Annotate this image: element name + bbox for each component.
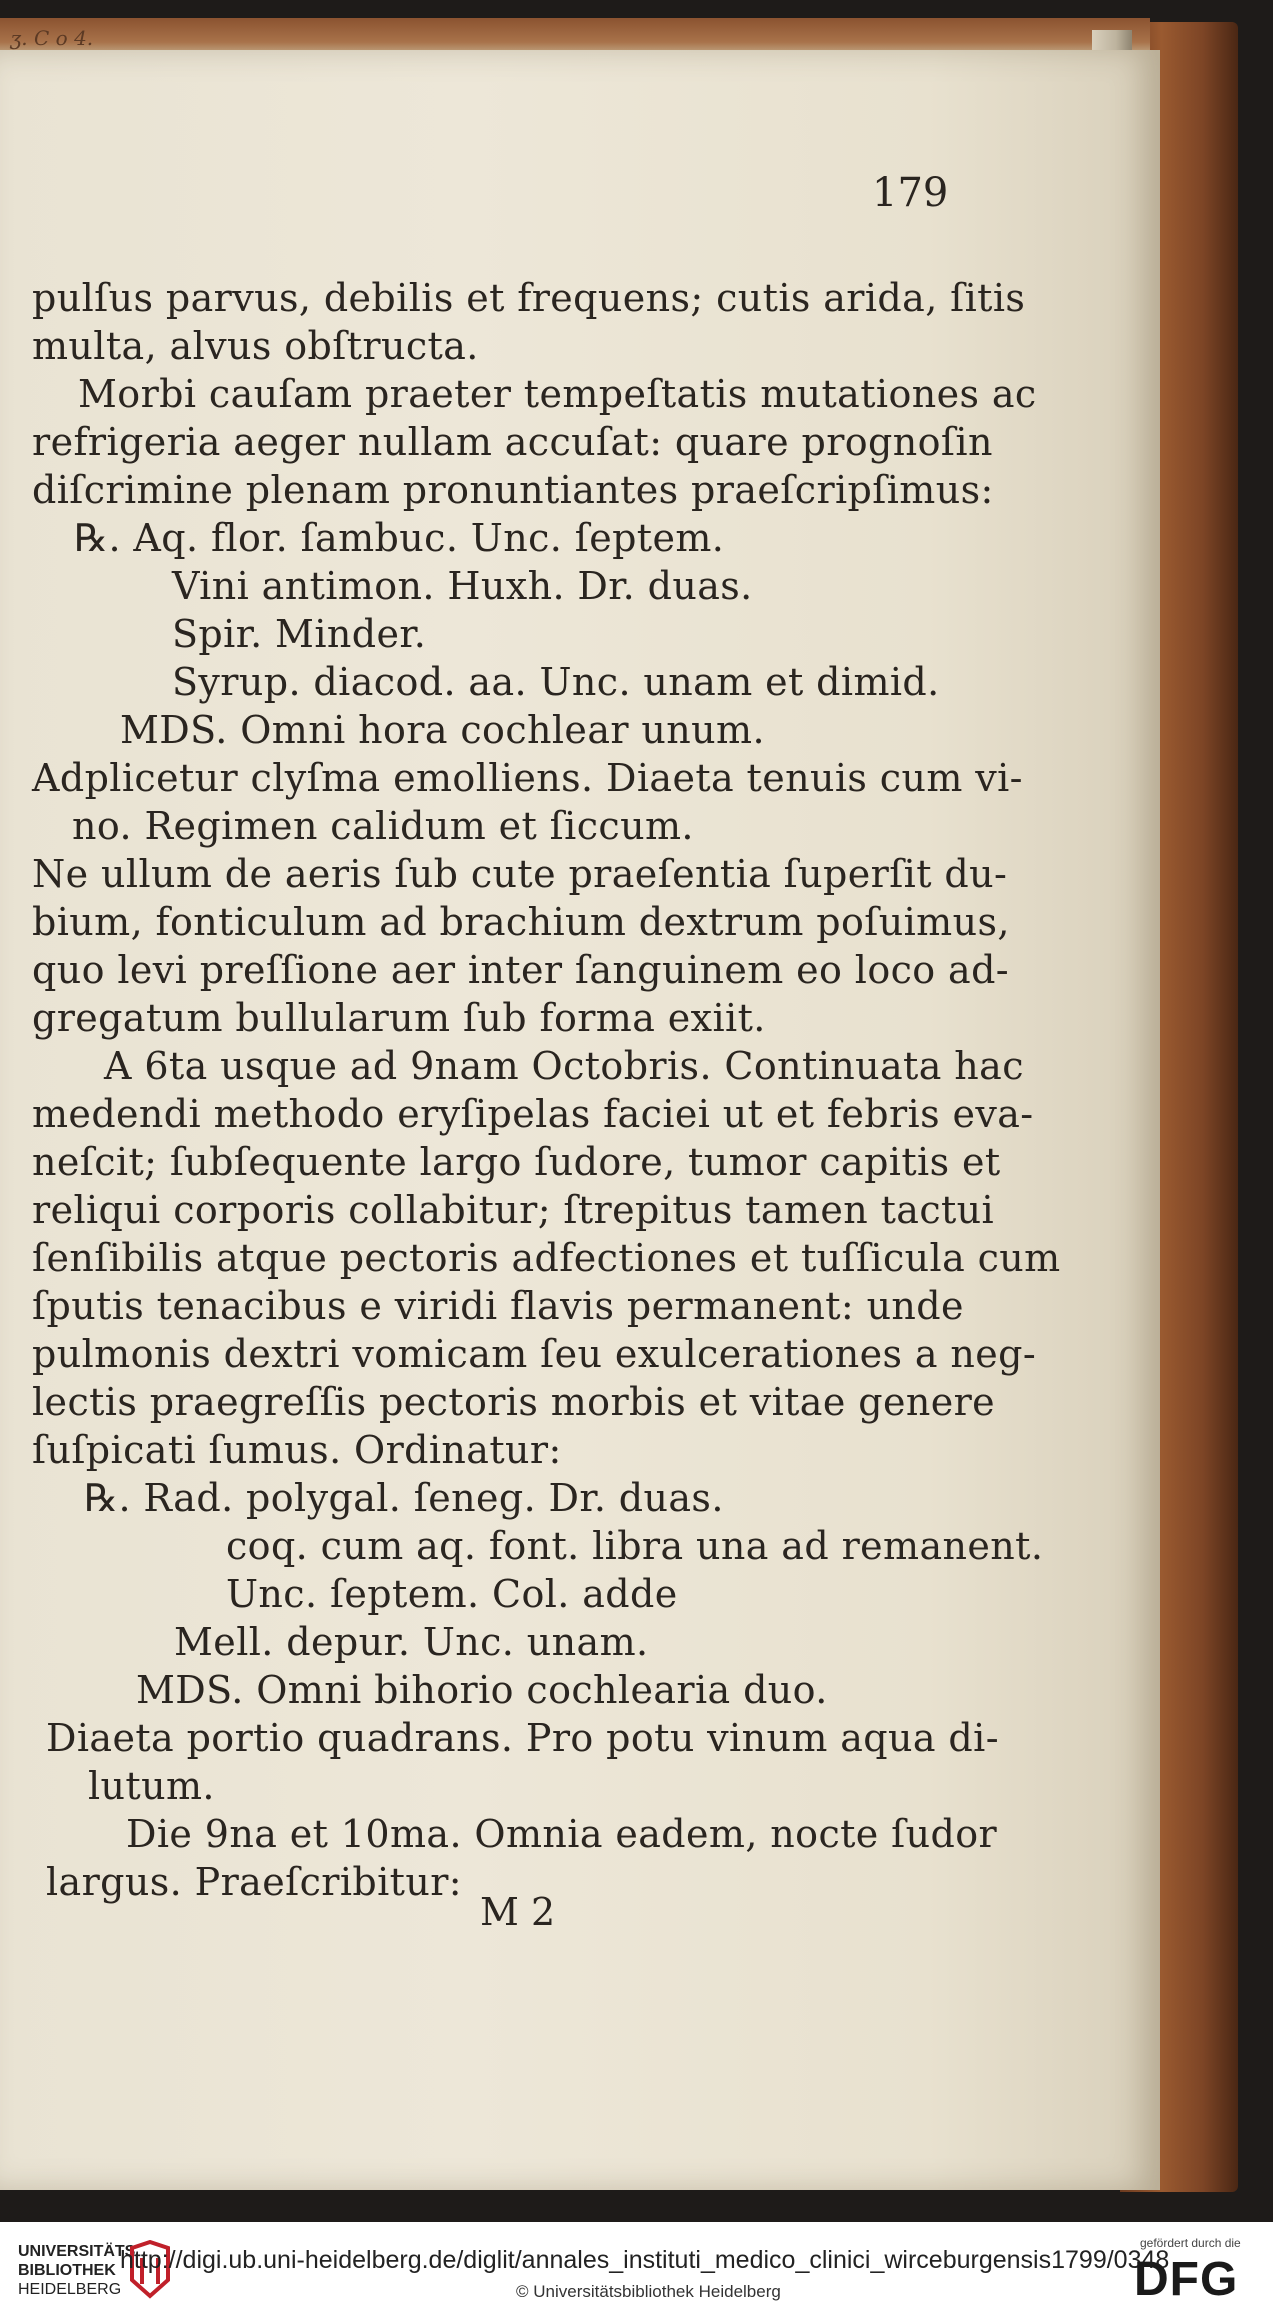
viewer-footer	[0, 2222, 1273, 2316]
text-line: Syrup. diacod. aa. Unc. unam et dimid.	[172, 660, 940, 704]
copyright-notice: © Universitätsbibliothek Heidelberg	[516, 2282, 781, 2301]
text-line: pulmonis dextri vomicam ſeu exulcerationes a neg-	[32, 1332, 1037, 1376]
dfg-logo: DFG	[1134, 2253, 1239, 2306]
text-line: coq. cum aq. font. libra una ad remanent.	[226, 1524, 1044, 1568]
text-line: Die 9na et 10ma. Omnia eadem, nocte ſudor	[126, 1812, 998, 1856]
text-line: Diaeta portio quadrans. Pro potu vinum aqua di-	[46, 1716, 999, 1760]
text-line: Mell. depur. Unc. unam.	[174, 1620, 649, 1664]
text-line: diſcrimine plenam pronuntiantes praeſcripſimus:	[32, 468, 994, 512]
funding-note: gefördert durch die	[1140, 2236, 1241, 2250]
text-line: MDS. Omni hora cochlear unum.	[120, 708, 765, 752]
text-line: medendi methodo eryſipelas faciei ut et febris eva-	[32, 1092, 1034, 1136]
text-line: multa, alvus obſtructa.	[32, 324, 479, 368]
text-line: largus. Praeſcribitur:	[46, 1860, 462, 1904]
signature-mark: M 2	[480, 1890, 556, 1934]
library-name-line: UNIVERSITÄTS	[18, 2243, 136, 2260]
text-line: bium, fonticulum ad brachium dextrum poſuimus,	[32, 900, 1010, 944]
text-line: ℞. Aq. flor. ſambuc. Unc. ſeptem.	[74, 516, 725, 560]
text-line: MDS. Omni bihorio cochlearia duo.	[136, 1668, 828, 1712]
text-line: Unc. ſeptem. Col. adde	[226, 1572, 678, 1616]
text-line: Morbi cauſam praeter tempeſtatis mutationes ac	[78, 372, 1037, 416]
text-line: ſuſpicati ſumus. Ordinatur:	[32, 1428, 562, 1472]
text-line: reliqui corporis collabitur; ſtrepitus tamen tactui	[32, 1188, 995, 1232]
text-line: quo levi preſſione aer inter ſanguinem eo loco ad-	[32, 948, 1010, 992]
text-line: ℞. Rad. polygal. ſeneg. Dr. duas.	[84, 1476, 724, 1520]
library-logo-text	[18, 2242, 135, 2299]
text-line: A 6ta usque ad 9nam Octobris. Continuata hac	[104, 1044, 1024, 1088]
permalink-url[interactable]: http://digi.ub.uni-heidelberg.de/diglit/annales_instituti_medico_clinici_wirceburgensis1799/0348	[120, 2246, 1170, 2274]
library-name-line: BIBLIOTHEK	[18, 2262, 116, 2279]
text-line: lutum.	[88, 1764, 215, 1808]
text-line: pulſus parvus, debilis et frequens; cutis arida, ſitis	[32, 276, 1026, 320]
text-line: lectis praegreſſis pectoris morbis et vitae genere	[32, 1380, 996, 1424]
text-line: gregatum bullularum ſub forma exiit.	[32, 996, 766, 1040]
text-line: Vini antimon. Huxh. Dr. duas.	[172, 564, 753, 608]
text-line: Adplicetur clyſma emolliens. Diaeta tenuis cum vi-	[32, 756, 1023, 800]
text-line: ſputis tenacibus e viridi flavis permanent: unde	[32, 1284, 964, 1328]
text-line: neſcit; ſubſequente largo ſudore, tumor capitis et	[32, 1140, 1001, 1184]
library-name-line: HEIDELBERG	[18, 2281, 122, 2298]
text-line: refrigeria aeger nullam accuſat: quare prognoſin	[32, 420, 993, 464]
text-line: ſenſibilis atque pectoris adfectiones et tuſſicula cum	[32, 1236, 1061, 1280]
text-line: Spir. Minder.	[172, 612, 427, 656]
text-line: Ne ullum de aeris ſub cute praeſentia ſuperſit du-	[32, 852, 1008, 896]
page-number: 179	[872, 170, 949, 216]
text-line: no. Regimen calidum et ſiccum.	[72, 804, 694, 848]
spine-note: ʒ. C o 4.	[10, 26, 94, 50]
